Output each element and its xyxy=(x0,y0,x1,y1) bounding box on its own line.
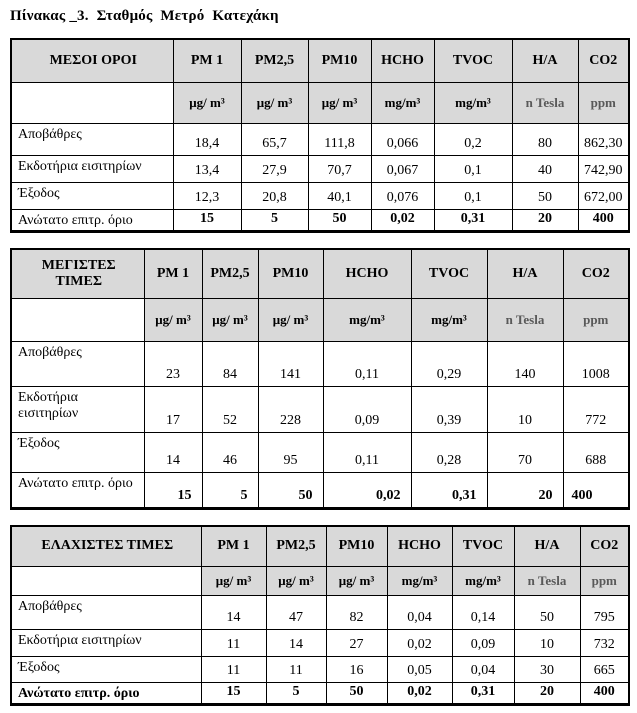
column-header: PM 1 xyxy=(201,526,266,566)
column-header: HCHO xyxy=(371,39,434,82)
limit-value: 5 xyxy=(202,473,258,509)
column-header: PM10 xyxy=(258,249,323,299)
value-cell: 11 xyxy=(201,629,266,656)
unit-cell: mg/m³ xyxy=(434,82,512,123)
table-title-cell: ΜΕΣΟΙ ΟΡΟΙ xyxy=(11,39,173,82)
unit-cell: ppm xyxy=(578,82,629,123)
limit-value: 20 xyxy=(487,473,563,509)
value-cell: 111,8 xyxy=(308,123,371,155)
column-header: H/A xyxy=(512,39,578,82)
value-cell: 18,4 xyxy=(173,123,241,155)
value-cell: 11 xyxy=(266,656,326,682)
row-label: Έξοδος xyxy=(11,182,173,209)
value-cell: 16 xyxy=(326,656,387,682)
table-row xyxy=(11,182,629,209)
limit-value: 15 xyxy=(201,682,266,704)
value-cell: 14 xyxy=(201,595,266,629)
unit-cell: mg/m³ xyxy=(411,299,487,342)
value-cell: 0,1 xyxy=(434,155,512,182)
unit-cell: mg/m³ xyxy=(323,299,411,342)
blank-cell xyxy=(11,82,173,123)
unit-cell: μg/ m³ xyxy=(258,299,323,342)
unit-cell: n Tesla xyxy=(512,82,578,123)
unit-cell: mg/m³ xyxy=(452,566,514,595)
value-cell: 12,3 xyxy=(173,182,241,209)
limit-value: 0,31 xyxy=(411,473,487,509)
limit-label: Ανώτατο επιτρ. όριο xyxy=(11,473,144,509)
unit-cell: μg/ m³ xyxy=(241,82,308,123)
row-label: Έξοδος xyxy=(11,433,144,473)
column-header: TVOC xyxy=(411,249,487,299)
table-row xyxy=(11,155,629,182)
limit-value: 20 xyxy=(514,682,580,704)
measurement-table-mean xyxy=(10,38,630,233)
value-cell: 0,39 xyxy=(411,387,487,433)
limit-value: 0,31 xyxy=(434,209,512,231)
limit-value: 400 xyxy=(578,209,629,231)
column-header: PM10 xyxy=(308,39,371,82)
table-row xyxy=(11,123,629,155)
value-cell: 772 xyxy=(563,387,629,433)
table-header-row xyxy=(11,249,629,299)
value-cell: 672,00 xyxy=(578,182,629,209)
limit-value: 50 xyxy=(308,209,371,231)
row-label: Αποβάθρες xyxy=(11,595,201,629)
limit-value: 400 xyxy=(580,682,629,704)
units-row xyxy=(11,566,629,595)
value-cell: 17 xyxy=(144,387,202,433)
table-row xyxy=(11,656,629,682)
limit-label: Ανώτατο επιτρ. όριο xyxy=(11,682,201,704)
table-header-row xyxy=(11,526,629,566)
limit-value: 20 xyxy=(512,209,578,231)
table-row xyxy=(11,595,629,629)
value-cell: 70,7 xyxy=(308,155,371,182)
value-cell: 11 xyxy=(201,656,266,682)
unit-cell: mg/m³ xyxy=(387,566,452,595)
column-header: PM2,5 xyxy=(266,526,326,566)
value-cell: 0,09 xyxy=(452,629,514,656)
table-header-row xyxy=(11,39,629,82)
units-row xyxy=(11,82,629,123)
value-cell: 0,066 xyxy=(371,123,434,155)
limit-value: 15 xyxy=(144,473,202,509)
column-header: PM2,5 xyxy=(202,249,258,299)
value-cell: 795 xyxy=(580,595,629,629)
value-cell: 665 xyxy=(580,656,629,682)
value-cell: 95 xyxy=(258,433,323,473)
limit-value: 15 xyxy=(173,209,241,231)
value-cell: 0,2 xyxy=(434,123,512,155)
column-header: HCHO xyxy=(387,526,452,566)
value-cell: 0,067 xyxy=(371,155,434,182)
limit-value: 50 xyxy=(326,682,387,704)
value-cell: 27,9 xyxy=(241,155,308,182)
row-label: Έξοδος xyxy=(11,656,201,682)
unit-cell: μg/ m³ xyxy=(266,566,326,595)
value-cell: 40,1 xyxy=(308,182,371,209)
value-cell: 0,14 xyxy=(452,595,514,629)
value-cell: 140 xyxy=(487,342,563,387)
value-cell: 0,28 xyxy=(411,433,487,473)
value-cell: 40 xyxy=(512,155,578,182)
row-label: Εκδοτήρια εισιτηρίων xyxy=(11,387,144,433)
value-cell: 82 xyxy=(326,595,387,629)
column-header: CO2 xyxy=(578,39,629,82)
value-cell: 46 xyxy=(202,433,258,473)
unit-cell: μg/ m³ xyxy=(201,566,266,595)
table-row xyxy=(11,387,629,433)
column-header: PM 1 xyxy=(144,249,202,299)
limit-value: 0,02 xyxy=(323,473,411,509)
value-cell: 65,7 xyxy=(241,123,308,155)
value-cell: 0,04 xyxy=(452,656,514,682)
limit-value: 5 xyxy=(241,209,308,231)
value-cell: 732 xyxy=(580,629,629,656)
limit-label: Ανώτατο επιτρ. όριο xyxy=(11,209,173,231)
column-header: PM10 xyxy=(326,526,387,566)
blank-cell xyxy=(11,566,201,595)
table-row xyxy=(11,342,629,387)
units-row xyxy=(11,299,629,342)
unit-cell: μg/ m³ xyxy=(326,566,387,595)
value-cell: 0,04 xyxy=(387,595,452,629)
value-cell: 10 xyxy=(487,387,563,433)
value-cell: 14 xyxy=(266,629,326,656)
unit-cell: ppm xyxy=(580,566,629,595)
limit-value: 5 xyxy=(266,682,326,704)
value-cell: 13,4 xyxy=(173,155,241,182)
value-cell: 0,1 xyxy=(434,182,512,209)
row-label: Αποβάθρες xyxy=(11,123,173,155)
column-header: CO2 xyxy=(580,526,629,566)
column-header: TVOC xyxy=(452,526,514,566)
row-label: Εκδοτήρια εισιτηρίων xyxy=(11,629,201,656)
value-cell: 27 xyxy=(326,629,387,656)
column-header: H/A xyxy=(487,249,563,299)
limit-row xyxy=(11,473,629,509)
value-cell: 20,8 xyxy=(241,182,308,209)
value-cell: 141 xyxy=(258,342,323,387)
unit-cell: ppm xyxy=(563,299,629,342)
table-row xyxy=(11,629,629,656)
page-title: Πίνακας _3. Σταθμός Μετρό Κατεχάκη xyxy=(10,8,279,24)
value-cell: 0,11 xyxy=(323,433,411,473)
value-cell: 14 xyxy=(144,433,202,473)
value-cell: 0,076 xyxy=(371,182,434,209)
unit-cell: μg/ m³ xyxy=(308,82,371,123)
unit-cell: mg/m³ xyxy=(371,82,434,123)
value-cell: 10 xyxy=(514,629,580,656)
blank-cell xyxy=(11,299,144,342)
value-cell: 1008 xyxy=(563,342,629,387)
value-cell: 80 xyxy=(512,123,578,155)
column-header: CO2 xyxy=(563,249,629,299)
measurement-table-min xyxy=(10,525,630,706)
measurement-table-max xyxy=(10,248,630,511)
unit-cell: μg/ m³ xyxy=(202,299,258,342)
row-label: Αποβάθρες xyxy=(11,342,144,387)
value-cell: 688 xyxy=(563,433,629,473)
limit-value: 0,02 xyxy=(387,682,452,704)
unit-cell: n Tesla xyxy=(487,299,563,342)
limit-value: 0,02 xyxy=(371,209,434,231)
value-cell: 742,90 xyxy=(578,155,629,182)
column-header: TVOC xyxy=(434,39,512,82)
value-cell: 0,05 xyxy=(387,656,452,682)
value-cell: 52 xyxy=(202,387,258,433)
table-title-cell: ΜΕΓΙΣΤΕΣ ΤΙΜΕΣ xyxy=(11,249,144,299)
unit-cell: μg/ m³ xyxy=(173,82,241,123)
column-header: PM 1 xyxy=(173,39,241,82)
value-cell: 0,11 xyxy=(323,342,411,387)
value-cell: 23 xyxy=(144,342,202,387)
limit-value: 400 xyxy=(563,473,629,509)
column-header: H/A xyxy=(514,526,580,566)
spacer xyxy=(10,510,628,525)
table-title-cell: ΕΛΑΧΙΣΤΕΣ ΤΙΜΕΣ xyxy=(11,526,201,566)
value-cell: 30 xyxy=(514,656,580,682)
value-cell: 84 xyxy=(202,342,258,387)
table-row xyxy=(11,433,629,473)
limit-value: 0,31 xyxy=(452,682,514,704)
value-cell: 0,29 xyxy=(411,342,487,387)
unit-cell: n Tesla xyxy=(514,566,580,595)
value-cell: 50 xyxy=(512,182,578,209)
limit-row xyxy=(11,682,629,704)
spacer xyxy=(10,233,628,248)
limit-value: 50 xyxy=(258,473,323,509)
value-cell: 0,09 xyxy=(323,387,411,433)
column-header: PM2,5 xyxy=(241,39,308,82)
value-cell: 228 xyxy=(258,387,323,433)
value-cell: 50 xyxy=(514,595,580,629)
value-cell: 862,30 xyxy=(578,123,629,155)
column-header: HCHO xyxy=(323,249,411,299)
value-cell: 0,02 xyxy=(387,629,452,656)
row-label: Εκδοτήρια εισιτηρίων xyxy=(11,155,173,182)
unit-cell: μg/ m³ xyxy=(144,299,202,342)
limit-row xyxy=(11,209,629,231)
value-cell: 47 xyxy=(266,595,326,629)
value-cell: 70 xyxy=(487,433,563,473)
